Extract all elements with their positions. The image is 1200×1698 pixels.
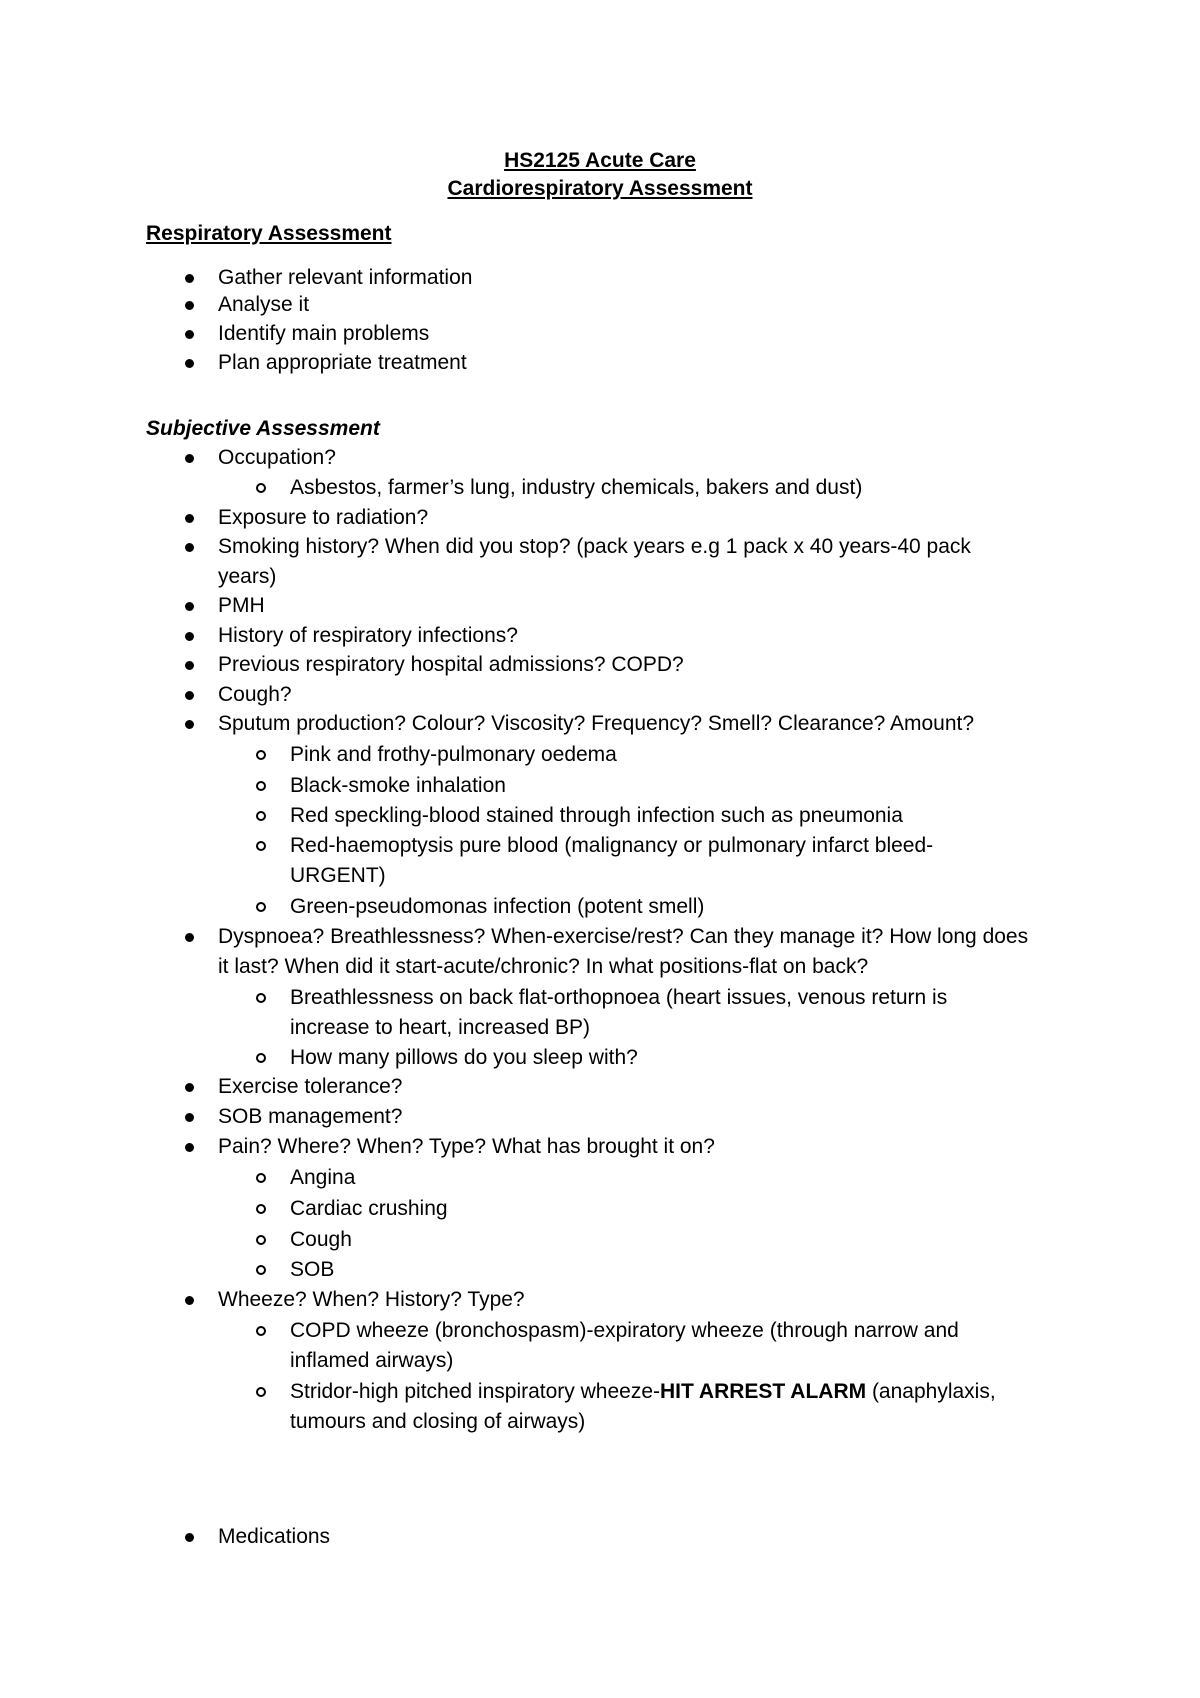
sub-list-item-continuation: increase to heart, increased BP) bbox=[290, 1016, 590, 1039]
bullet-icon bbox=[185, 330, 194, 339]
respiratory-heading: Respiratory Assessment bbox=[146, 222, 392, 245]
sub-bullet-icon bbox=[256, 1235, 266, 1245]
bullet-icon bbox=[185, 691, 194, 700]
sub-bullet-icon bbox=[256, 781, 266, 791]
sub-list-item bbox=[290, 1377, 996, 1407]
sub-bullet-icon bbox=[256, 811, 266, 821]
sub-list-item-continuation: tumours and closing of airways) bbox=[290, 1410, 586, 1433]
bullet-icon bbox=[185, 274, 194, 283]
sub-bullet-icon bbox=[256, 1265, 266, 1275]
bullet-icon bbox=[185, 632, 194, 641]
list-item: History of respiratory infections? bbox=[218, 624, 518, 647]
bullet-icon bbox=[185, 301, 194, 310]
bullet-icon bbox=[185, 543, 194, 552]
list-item-continuation: it last? When did it start-acute/chronic? In what positions-flat on back? bbox=[218, 955, 869, 978]
arrest-alarm-text: HIT ARREST ALARM bbox=[660, 1380, 867, 1403]
sub-bullet-icon bbox=[256, 1326, 266, 1336]
sub-bullet-icon bbox=[256, 993, 266, 1003]
bullet-icon bbox=[185, 1143, 194, 1152]
sub-list-item: Black-smoke inhalation bbox=[290, 774, 506, 797]
list-item: SOB management? bbox=[218, 1105, 403, 1128]
document-subtitle: Cardiorespiratory Assessment bbox=[447, 177, 753, 200]
stridor-text-end: (anaphylaxis, bbox=[866, 1380, 996, 1403]
bullet-icon bbox=[185, 1533, 194, 1542]
document-title: HS2125 Acute Care bbox=[504, 149, 696, 172]
sub-bullet-icon bbox=[256, 1053, 266, 1063]
sub-bullet-icon bbox=[256, 750, 266, 760]
list-item: Occupation? bbox=[218, 446, 336, 469]
list-item: Analyse it bbox=[218, 293, 310, 316]
list-item: Identify main problems bbox=[218, 322, 430, 345]
bullet-icon bbox=[185, 1083, 194, 1092]
sub-bullet-icon bbox=[256, 1204, 266, 1214]
sub-list-item-continuation: URGENT) bbox=[290, 864, 386, 887]
bullet-icon bbox=[185, 514, 194, 523]
sub-list-item: Cough bbox=[290, 1228, 352, 1251]
sub-list-item: COPD wheeze (bronchospasm)-expiratory wheeze (through narrow and bbox=[290, 1319, 959, 1342]
sub-bullet-icon bbox=[256, 841, 266, 851]
list-item: Pain? Where? When? Type? What has brought it on? bbox=[218, 1135, 715, 1158]
list-item: Sputum production? Colour? Viscosity? Frequency? Smell? Clearance? Amount? bbox=[218, 712, 975, 735]
sub-list-item: SOB bbox=[290, 1258, 335, 1281]
sub-bullet-icon bbox=[256, 1387, 266, 1397]
list-item: Smoking history? When did you stop? (pack years e.g 1 pack x 40 years-40 pack bbox=[218, 535, 971, 558]
list-item: Plan appropriate treatment bbox=[218, 351, 467, 374]
bullet-icon bbox=[185, 661, 194, 670]
list-item: Medications bbox=[218, 1525, 331, 1548]
list-item: PMH bbox=[218, 594, 265, 617]
sub-bullet-icon bbox=[256, 1173, 266, 1183]
sub-list-item: Breathlessness on back flat-orthopnoea (heart issues, venous return is bbox=[290, 986, 948, 1009]
list-item: Wheeze? When? History? Type? bbox=[218, 1288, 525, 1311]
bullet-icon bbox=[185, 933, 194, 942]
sub-bullet-icon bbox=[256, 483, 266, 493]
sub-bullet-icon bbox=[256, 902, 266, 912]
bullet-icon bbox=[185, 359, 194, 368]
list-item: Exposure to radiation? bbox=[218, 506, 429, 529]
sub-list-item: How many pillows do you sleep with? bbox=[290, 1046, 638, 1069]
bullet-icon bbox=[185, 720, 194, 729]
list-item: Gather relevant information bbox=[218, 266, 473, 289]
bullet-icon bbox=[185, 1296, 194, 1305]
list-item-continuation: years) bbox=[218, 565, 277, 588]
sub-list-item: Cardiac crushing bbox=[290, 1197, 448, 1220]
sub-list-item: Red-haemoptysis pure blood (malignancy or pulmonary infarct bleed- bbox=[290, 834, 934, 857]
sub-list-item: Asbestos, farmer’s lung, industry chemicals, bakers and dust) bbox=[290, 476, 863, 499]
subjective-heading: Subjective Assessment bbox=[146, 417, 380, 440]
sub-list-item-continuation: inflamed airways) bbox=[290, 1349, 454, 1372]
list-item: Cough? bbox=[218, 683, 292, 706]
list-item: Exercise tolerance? bbox=[218, 1075, 403, 1098]
list-item: Previous respiratory hospital admissions? COPD? bbox=[218, 653, 684, 676]
sub-list-item: Green-pseudomonas infection (potent smell) bbox=[290, 895, 705, 918]
bullet-icon bbox=[185, 602, 194, 611]
sub-list-item: Red speckling-blood stained through infection such as pneumonia bbox=[290, 804, 903, 827]
bullet-icon bbox=[185, 454, 194, 463]
bullet-icon bbox=[185, 1113, 194, 1122]
sub-list-item: Pink and frothy-pulmonary oedema bbox=[290, 743, 617, 766]
sub-list-item: Angina bbox=[290, 1166, 356, 1189]
list-item: Dyspnoea? Breathlessness? When-exercise/rest? Can they manage it? How long does bbox=[218, 925, 1029, 948]
stridor-text: Stridor-high pitched inspiratory wheeze- bbox=[290, 1380, 661, 1403]
